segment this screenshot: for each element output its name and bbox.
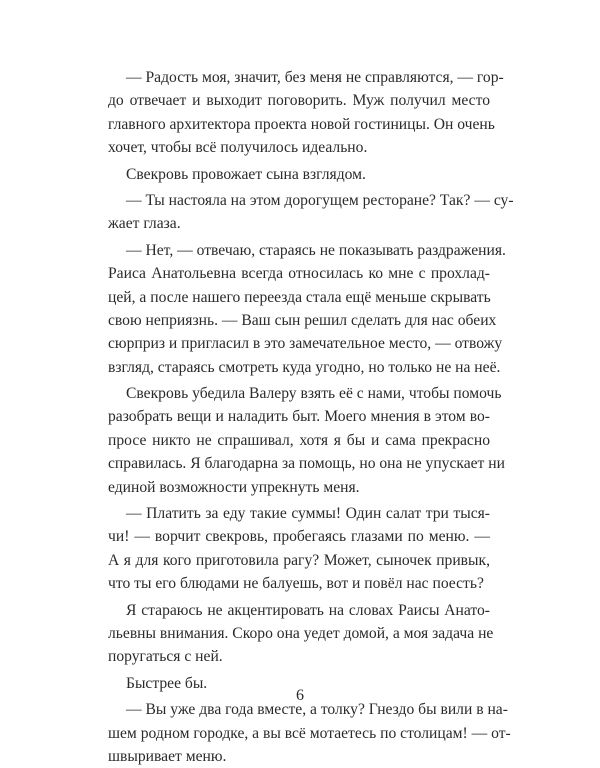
- text-line: жает глаза.: [108, 215, 181, 233]
- text-line: единой возможности упрекнуть меня.: [108, 478, 360, 496]
- text-line: Раиса Анатольевна всегда относилась ко мне с прохлад-: [108, 265, 490, 283]
- text-line: поругаться с ней.: [108, 648, 223, 666]
- text-line: льевны внимания. Скоро она уедет домой, а моя задача не: [108, 624, 494, 642]
- text-line: взгляд, стараясь смотреть куда угодно, но только не на неё.: [108, 358, 501, 376]
- text-line: — Ты настояла на этом дорогущем ресторане? Так? — су-: [126, 191, 514, 209]
- text-line: просе никто не спрашивал, хотя я бы и сама прекрасно: [108, 431, 490, 449]
- page-number: 6: [296, 687, 304, 704]
- text-line: чи! — ворчит свекровь, пробегаясь глазами по меню. —: [108, 528, 490, 546]
- text-line: — Вы уже два года вместе, а толку? Гнездо бы вили в на-: [126, 701, 508, 719]
- text-line: свою неприязнь. — Ваш сын решил сделать для нас обеих: [108, 311, 497, 329]
- text-line: что ты его блюдами не балуешь, вот и повёл нас поесть?: [108, 575, 484, 593]
- body-text: [108, 66, 514, 768]
- text-line: шем родном городке, а вы всё мотаетесь по столицам! — от-: [108, 724, 511, 742]
- text-line: справилась. Я благодарна за помощь, но она не упускает ни: [108, 455, 505, 473]
- text-line: цей, а после нашего переезда стала ещё меньше скрывать: [108, 288, 491, 306]
- text-line: — Платить за еду такие суммы! Один салат три тыся-: [126, 505, 490, 523]
- text-line: — Радость моя, значит, без меня не справляются, — гор-: [126, 69, 504, 86]
- text-line: сюрприз и пригласил в это замечательное место, — отвожу: [108, 335, 503, 353]
- text-line: — Нет, — отвечаю, стараясь не показывать раздражения.: [126, 241, 506, 259]
- text-line: Я стараюсь не акцентировать на словах Раисы Анато-: [126, 601, 490, 619]
- text-line: до отвечает и выходит поговорить. Муж получил место: [108, 92, 490, 110]
- text-line: А я для кого приготовила рагу? Может, сыночек привык,: [108, 551, 490, 569]
- text-line: хочет, чтобы всё получилось идеально.: [108, 139, 368, 157]
- text-line: Свекровь убедила Валеру взять её с нами, чтобы помочь: [126, 385, 502, 403]
- text-line: главного архитектора проекта новой гостиницы. Он очень: [108, 115, 495, 133]
- text-line: Свекровь провожает сына взглядом.: [126, 165, 366, 183]
- text-line: швыривает меню.: [108, 747, 227, 765]
- text-line: Быстрее бы.: [126, 674, 208, 692]
- text-line: разобрать вещи и наладить быт. Моего мнения в этом во-: [108, 408, 490, 426]
